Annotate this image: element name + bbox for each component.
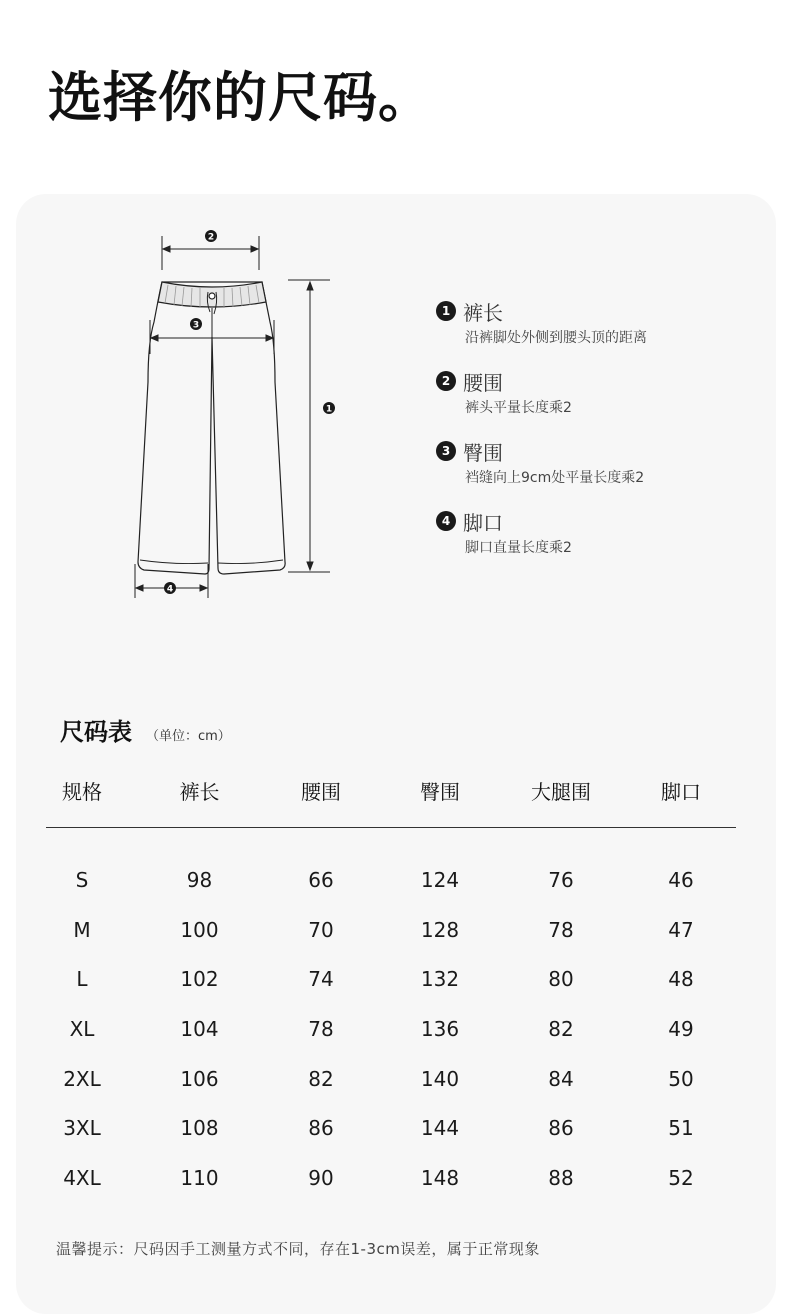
marker-1 xyxy=(323,402,335,415)
table-cell: 128 xyxy=(420,917,460,942)
table-cell: 102 xyxy=(180,967,219,992)
table-cell: 3XL xyxy=(63,1116,101,1141)
table-cell: 100 xyxy=(180,917,219,942)
table-cell: 78 xyxy=(548,917,574,942)
definition-description: 裆缝向上9cm处平量长度乘2 xyxy=(465,470,645,486)
definition-title: 裤长 xyxy=(463,300,503,325)
table-cell: 52 xyxy=(668,1166,694,1191)
table-cell: 88 xyxy=(548,1166,574,1191)
table-cell: 86 xyxy=(548,1116,574,1141)
table-cell: 78 xyxy=(308,1017,334,1042)
svg-text:3: 3 xyxy=(192,320,200,331)
table-cell: 108 xyxy=(180,1116,219,1141)
table-row xyxy=(22,1005,762,1055)
size-table-unit: （单位：cm） xyxy=(146,729,231,744)
number-badge: 1 xyxy=(436,301,456,321)
definition-length xyxy=(436,296,756,347)
table-cell: 4XL xyxy=(63,1166,101,1191)
table-cell: 48 xyxy=(668,967,694,992)
table-row xyxy=(22,955,762,1005)
table-cell: 82 xyxy=(548,1017,574,1042)
size-table-body xyxy=(22,856,762,1204)
definition-description: 裤头平量长度乘2 xyxy=(465,400,572,416)
table-cell: M xyxy=(73,917,91,942)
definition-hip xyxy=(436,436,756,487)
table-cell: 148 xyxy=(420,1166,460,1191)
table-cell: 90 xyxy=(308,1166,334,1191)
table-cell: 104 xyxy=(180,1017,219,1042)
svg-text:4: 4 xyxy=(166,584,174,595)
table-cell: 136 xyxy=(420,1017,460,1042)
table-cell: 140 xyxy=(420,1066,460,1091)
table-cell: 144 xyxy=(420,1116,460,1141)
svg-text:2: 2 xyxy=(207,232,215,243)
header-cell: 腰围 xyxy=(301,780,341,804)
table-cell: 47 xyxy=(668,917,694,942)
table-cell: 49 xyxy=(668,1017,694,1042)
number-badge: 4 xyxy=(436,511,456,531)
table-cell: 106 xyxy=(180,1066,219,1091)
table-row xyxy=(22,856,762,906)
header-cell: 脚口 xyxy=(661,780,701,804)
table-row xyxy=(22,1154,762,1204)
table-cell: 74 xyxy=(308,967,334,992)
table-row xyxy=(22,906,762,956)
definition-waist xyxy=(436,366,756,417)
marker-2 xyxy=(205,230,217,243)
table-cell: XL xyxy=(69,1017,95,1042)
table-cell: 76 xyxy=(548,868,574,892)
size-table-header xyxy=(22,770,762,814)
table-cell: 110 xyxy=(180,1166,219,1191)
table-cell: 66 xyxy=(308,868,334,892)
table-cell: S xyxy=(75,868,89,892)
table-cell: 124 xyxy=(420,868,460,892)
table-cell: 2XL xyxy=(63,1066,101,1091)
header-cell: 大腿围 xyxy=(531,780,591,804)
table-cell: 86 xyxy=(308,1116,334,1141)
table-cell: 46 xyxy=(668,868,694,892)
table-row xyxy=(22,1055,762,1105)
definition-title: 臀围 xyxy=(463,440,503,465)
table-cell: L xyxy=(76,967,88,992)
number-badge: 2 xyxy=(436,371,456,391)
definition-description: 脚口直量长度乘2 xyxy=(465,540,572,556)
measurement-note: 温馨提示：尺码因手工测量方式不同，存在1-3cm误差，属于正常现象 xyxy=(56,1240,540,1258)
definition-title: 脚口 xyxy=(463,510,503,535)
table-cell: 51 xyxy=(668,1116,694,1141)
table-cell: 70 xyxy=(308,917,334,942)
header-cell: 规格 xyxy=(62,780,102,804)
number-badge: 3 xyxy=(436,441,456,461)
page-title: 选择你的尺码。 xyxy=(48,66,433,129)
definition-description: 沿裤脚处外侧到腰头顶的距离 xyxy=(465,330,647,346)
definition-title: 腰围 xyxy=(463,370,503,395)
definition-hem xyxy=(436,506,756,557)
table-cell: 98 xyxy=(186,868,213,892)
header-row xyxy=(22,770,762,814)
measurement-definitions xyxy=(436,296,756,576)
size-table-title: 尺码表 xyxy=(60,718,132,746)
table-cell: 50 xyxy=(668,1066,694,1091)
table-divider xyxy=(46,827,736,828)
table-cell: 80 xyxy=(548,967,574,992)
table-cell: 82 xyxy=(308,1066,334,1091)
marker-4 xyxy=(164,582,176,595)
svg-text:1: 1 xyxy=(325,404,333,415)
pants-diagram xyxy=(120,222,360,607)
header-cell: 裤长 xyxy=(179,780,220,804)
table-cell: 84 xyxy=(548,1066,574,1091)
table-row xyxy=(22,1104,762,1154)
table-cell: 132 xyxy=(420,967,460,992)
size-table-heading xyxy=(60,712,231,747)
header-cell: 臀围 xyxy=(420,780,460,804)
